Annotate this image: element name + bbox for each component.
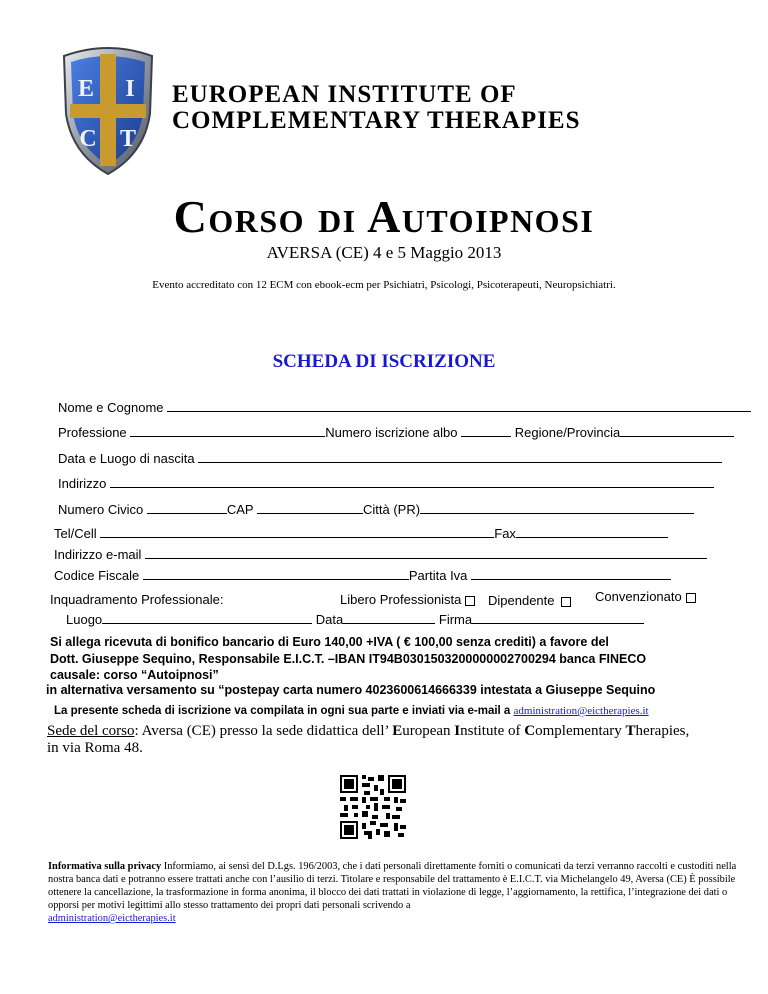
field-codice-fiscale[interactable] bbox=[143, 567, 409, 580]
field-fax[interactable] bbox=[516, 525, 668, 538]
privacy-label: Informativa sulla privacy bbox=[48, 861, 162, 872]
submit-email-link[interactable]: administration@eictherapies.it bbox=[513, 705, 649, 717]
sede-label: Sede del corso bbox=[47, 723, 135, 739]
option-convenzionato bbox=[595, 589, 696, 605]
option-libero bbox=[340, 592, 475, 608]
field-firma[interactable] bbox=[472, 611, 644, 624]
label-numero-civico: Numero Civico bbox=[58, 502, 144, 517]
field-numero-albo[interactable] bbox=[461, 424, 511, 437]
sede-name-e: E bbox=[392, 723, 403, 739]
eict-shield-logo bbox=[58, 44, 158, 176]
label-libero: Libero Professionista bbox=[340, 592, 462, 607]
sede-name-4: herapies, bbox=[635, 723, 690, 739]
submit-instructions bbox=[54, 703, 649, 719]
label-tel: Tel/Cell bbox=[54, 526, 97, 541]
institute-name-line2: COMPLEMENTARY THERAPIES bbox=[172, 107, 581, 134]
label-codice-fiscale: Codice Fiscale bbox=[54, 568, 140, 583]
field-citta[interactable] bbox=[420, 501, 694, 514]
field-nome[interactable] bbox=[167, 399, 751, 412]
label-citta: Città (PR) bbox=[363, 502, 421, 517]
label-dipendente: Dipendente bbox=[488, 593, 555, 608]
label-data-luogo-nascita: Data e Luogo di nascita bbox=[58, 451, 195, 466]
label-nome: Nome e Cognome bbox=[58, 400, 164, 415]
label-fax: Fax bbox=[494, 526, 516, 541]
sede-name-2: nstitute of bbox=[460, 723, 525, 739]
row-nome bbox=[58, 399, 751, 416]
logo-letter-i: I bbox=[125, 76, 135, 102]
field-partita-iva[interactable] bbox=[471, 567, 671, 580]
option-dipendente bbox=[488, 593, 571, 609]
logo-letter-e: E bbox=[77, 76, 95, 102]
label-professione: Professione bbox=[58, 425, 127, 440]
sede-text: : Aversa (CE) presso la sede didattica dell’ bbox=[134, 723, 393, 739]
row-luogo-data-firma bbox=[66, 611, 644, 628]
field-regione[interactable] bbox=[620, 424, 734, 437]
label-data: Data bbox=[315, 612, 344, 627]
logo-letter-c: C bbox=[79, 126, 97, 152]
label-firma: Firma bbox=[438, 612, 473, 627]
field-numero-civico[interactable] bbox=[147, 501, 227, 514]
checkbox-dipendente[interactable] bbox=[561, 597, 571, 607]
sede-name-1: uropean bbox=[402, 723, 455, 739]
sede-name-i: I bbox=[454, 723, 461, 739]
field-luogo[interactable] bbox=[102, 611, 312, 624]
label-indirizzo: Indirizzo bbox=[58, 476, 107, 491]
label-numero-albo: Numero iscrizione albo bbox=[325, 425, 458, 440]
row-tel-fax bbox=[54, 525, 668, 542]
label-inquadramento: Inquadramento Professionale: bbox=[50, 592, 224, 607]
checkbox-libero[interactable] bbox=[465, 596, 475, 606]
field-tel[interactable] bbox=[100, 525, 494, 538]
label-regione: Regione/Provincia bbox=[514, 425, 621, 440]
course-location bbox=[47, 723, 737, 757]
privacy-email-link[interactable]: administration@eictherapies.it bbox=[48, 913, 176, 924]
field-email[interactable] bbox=[145, 546, 707, 559]
row-professione bbox=[58, 424, 734, 441]
institute-name-line1: EUROPEAN INSTITUTE OF bbox=[172, 81, 517, 108]
sede-address: in via Roma 48. bbox=[47, 740, 143, 756]
label-luogo: Luogo bbox=[66, 612, 103, 627]
payment-line-1: Si allega ricevuta di bonifico bancario di Euro 140,00 +IVA ( € 100,00 senza crediti) a favore del bbox=[50, 635, 609, 649]
row-nascita bbox=[58, 450, 722, 467]
payment-line-4: in alternativa versamento su “postepay carta numero 4023600614666339 intestata a Giuseppe Sequino bbox=[46, 683, 656, 697]
field-data-luogo-nascita[interactable] bbox=[198, 450, 722, 463]
row-email bbox=[54, 546, 707, 563]
sede-name-t: T bbox=[625, 723, 636, 739]
label-convenzionato: Convenzionato bbox=[595, 589, 682, 604]
field-data[interactable] bbox=[343, 611, 435, 624]
checkbox-convenzionato[interactable] bbox=[686, 593, 696, 603]
privacy-text: Informiamo, ai sensi del D.Lgs. 196/2003, che i dati personali direttamente forniti o comunicati da terzi verranno raccolti e custoditi nella nostra banca dati e potranno essere trattati anche con l’ausilio di terzi. Titolare e responsabile del trattamento è E.I.C.T. via Michelangelo 49, Aversa (CE) È possibile ottenere la cancellazione, la trasformazione in forma anonima, il blocco dei dati trattati in violazione di legge, l’aggiornamento, la rettifica, l’integrazione dei dati o opporsi per motivi legittimi allo stesso trattamento dei propri dati personali scrivendo a bbox=[48, 861, 737, 911]
sede-name-3: omplementary bbox=[535, 723, 626, 739]
label-email: Indirizzo e-mail bbox=[54, 547, 142, 562]
field-cap[interactable] bbox=[257, 501, 363, 514]
logo-letter-t: T bbox=[119, 126, 137, 152]
label-partita-iva: Partita Iva bbox=[408, 568, 468, 583]
form-heading: SCHEDA DI ISCRIZIONE bbox=[272, 351, 496, 372]
field-indirizzo[interactable] bbox=[110, 475, 714, 488]
row-indirizzo bbox=[58, 475, 714, 492]
row-codice-fiscale bbox=[54, 567, 671, 584]
accreditation-note: Evento accreditato con 12 ECM con ebook-ecm per Psichiatri, Psicologi, Psicoterapeuti, Neuropsichiatri. bbox=[152, 279, 616, 291]
sede-name-c: C bbox=[524, 723, 536, 739]
payment-line-2: Dott. Giuseppe Sequino, Responsabile E.I.C.T. –IBAN IT94B0301503200000002700294 banca FINECO bbox=[50, 652, 647, 666]
qr-code[interactable] bbox=[340, 775, 406, 839]
label-cap: CAP bbox=[226, 502, 254, 517]
payment-line-3: causale: corso “Autoipnosi” bbox=[50, 668, 219, 682]
course-venue-date: AVERSA (CE) 4 e 5 Maggio 2013 bbox=[266, 243, 502, 262]
submit-text: La presente scheda di iscrizione va compilata in ogni sua parte e inviati via e-mail a bbox=[54, 705, 511, 717]
course-title: Corso di Autoipnosi bbox=[173, 191, 595, 242]
privacy-notice bbox=[48, 860, 738, 925]
field-professione[interactable] bbox=[130, 424, 325, 437]
row-civico-cap-citta bbox=[58, 501, 694, 518]
